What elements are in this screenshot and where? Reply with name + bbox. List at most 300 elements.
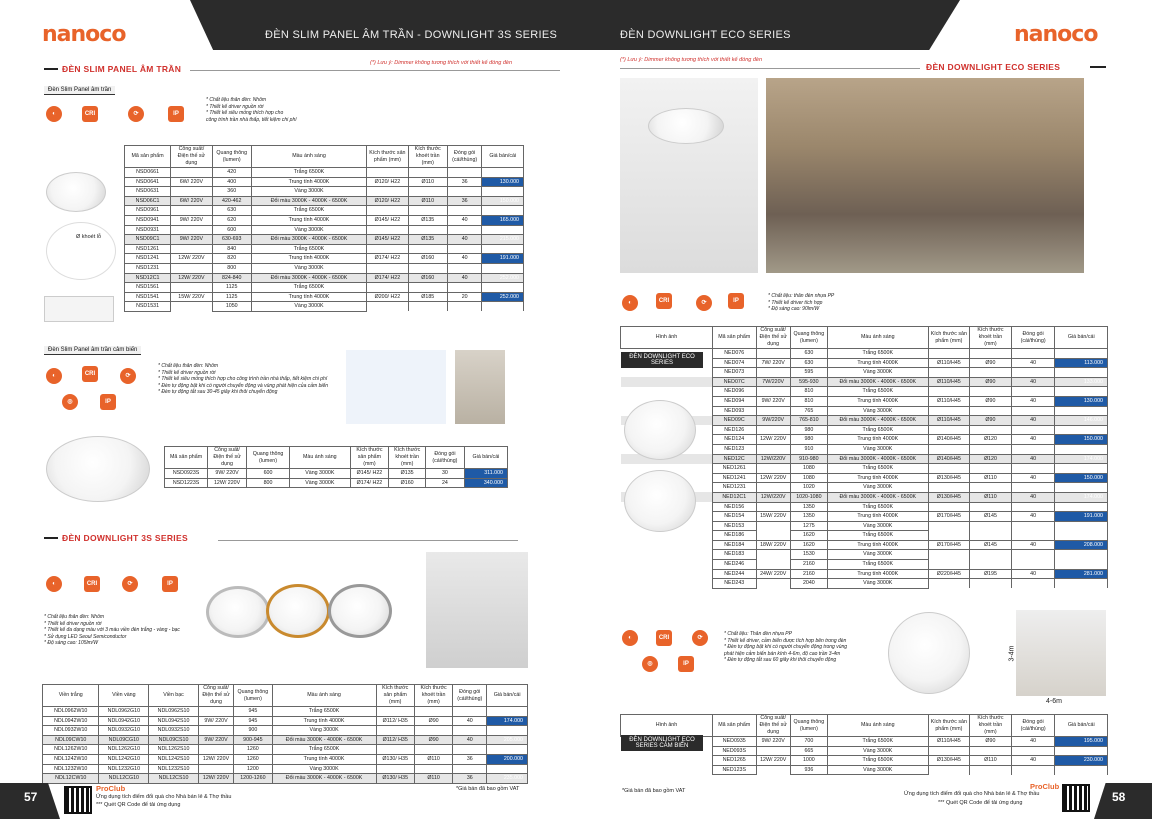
table-cell: NDL1262W10 [43, 745, 99, 755]
cri-icon: CRI [82, 366, 98, 382]
feature-line: * Chất liệu thân đèn: Nhôm [158, 363, 219, 369]
table-cell: 340.000 [464, 478, 507, 488]
table-cell [970, 464, 1012, 474]
table-cell [1055, 502, 1108, 512]
table-cell: NSD12C1 [125, 273, 171, 283]
table-cell: 1350 [790, 512, 827, 522]
table-cell: Ø220/H45 [928, 569, 970, 579]
table-row [621, 540, 1108, 550]
subsection-slim-panel: Đèn Slim Panel âm trần [44, 86, 115, 95]
feature-line: * Đèn tự động tắt sau 60 giây khi thôi chuyển động [724, 657, 837, 663]
table-row [125, 273, 524, 283]
table-cell: Ø90 [414, 716, 452, 726]
table-cell [928, 531, 970, 541]
table-row [621, 473, 1108, 483]
table-cell [756, 349, 790, 359]
section-marker [1090, 66, 1106, 68]
table-cell: Vàng 3000K [827, 406, 928, 416]
cri-icon: CRI [82, 106, 98, 122]
features-sensor [158, 363, 328, 396]
table-cell: NED186 [712, 531, 756, 541]
table-cell: Vàng 3000K [827, 765, 928, 775]
feature-line: * Sử dụng LED Seoul Semiconductor [44, 633, 127, 640]
feature-line: * Độ sáng cao: 90lm/W [768, 306, 820, 312]
table-cell [756, 502, 790, 512]
table-cell [970, 746, 1012, 756]
table-row [621, 765, 1108, 775]
table-cell: 40 [1011, 416, 1055, 426]
table-cell [928, 349, 970, 359]
table-cell [367, 225, 409, 235]
column-header: Kích thước sản phẩm (mm) [928, 327, 970, 349]
table-cell [408, 206, 447, 216]
table-cell: Trắng 6500K [827, 349, 928, 359]
table-cell [1055, 406, 1108, 416]
table-cell: 195.000 [1055, 737, 1108, 747]
table-cell: Ø130/ H35 [376, 754, 414, 764]
table-cell [970, 502, 1012, 512]
table-cell: Vàng 3000K [827, 550, 928, 560]
qr-code-right[interactable] [1062, 784, 1090, 812]
table-cell: Ø90 [970, 416, 1012, 426]
column-header: Kích thước sản phẩm (mm) [928, 715, 970, 737]
table-cell: NSD0941 [125, 215, 171, 225]
table-cell: 30 [426, 469, 465, 479]
table-cell: Trung tính 4000K [251, 254, 366, 264]
table-cell: Trắng 6500K [251, 244, 366, 254]
table-cell: Ø145/ H22 [350, 469, 389, 479]
table-cell: Đổi màu 3000K - 4000K - 6500K [251, 196, 366, 206]
downlight-silver-rim [328, 584, 392, 638]
table-cell: NSD0641 [125, 177, 171, 187]
table-cell: NED243 [712, 579, 756, 589]
table-cell [198, 745, 233, 755]
table-cell: 420 [212, 168, 251, 178]
table-cell: 40 [1011, 377, 1055, 387]
table-cell: NDL1262G10 [99, 745, 149, 755]
table-cell: 12W/ 220V [171, 273, 213, 283]
table-cell: NDL0932G10 [99, 726, 149, 736]
table-cell: Vàng 3000K [251, 302, 366, 312]
eco-series-label: ĐÈN DOWNLIGHT ECO SERIES [621, 352, 703, 368]
table-cell [1055, 464, 1108, 474]
table-cell [928, 550, 970, 560]
table-cell: Ø130/ H35 [376, 774, 414, 784]
table-cell: 235.000 [487, 774, 528, 784]
table-cell [970, 387, 1012, 397]
table-cell: Trắng 6500K [827, 756, 928, 766]
table-cell [1011, 425, 1055, 435]
table-cell: 40 [453, 716, 487, 726]
table-cell: NDL1242W10 [43, 754, 99, 764]
nanoco-logo-right: nanoco [1014, 22, 1098, 47]
table-cell [482, 168, 524, 178]
table-row [125, 196, 524, 206]
table-cell: Trung tính 4000K [827, 358, 928, 368]
table-cell: Trung tính 4000K [827, 396, 928, 406]
table-cell [756, 425, 790, 435]
table-cell [408, 302, 447, 312]
table-cell: NSD1223S [165, 478, 208, 488]
lifetime-icon: ⟳ [692, 630, 708, 646]
table-cell [1011, 746, 1055, 756]
table-cell [928, 425, 970, 435]
table-cell [970, 444, 1012, 454]
feature-line: * Thiết kế driver, cảm biến được tích hợp bên trong đèn [724, 637, 847, 644]
column-header: Giá bán/cái [1055, 327, 1108, 349]
table-row [43, 735, 528, 745]
column-header: Kích thước sản phẩm (mm) [367, 146, 409, 168]
sensor-icon: ◎ [62, 394, 78, 410]
table-cell: 40 [1011, 473, 1055, 483]
table-cell: NED156 [712, 502, 756, 512]
table-cell: 630 [790, 358, 827, 368]
table-row [621, 406, 1108, 416]
sensor-range-diagram [346, 350, 446, 424]
table-cell: Đổi màu 3000K - 4000K - 6500K [827, 416, 928, 426]
table-cell: NED123S [712, 765, 756, 775]
table-cell: NDL12CS10 [149, 774, 199, 784]
table-cell: 6W/ 220V [171, 177, 213, 187]
table-cell [414, 764, 452, 774]
table-cell [756, 521, 790, 531]
table-cell: NED093S [712, 746, 756, 756]
table-cell: NSD09C1 [125, 235, 171, 245]
table-cell [970, 368, 1012, 378]
table-cell: 40 [1011, 396, 1055, 406]
section-rule [190, 70, 560, 71]
table-cell: Ø174/ H22 [350, 478, 389, 488]
table-cell: Ø145 [970, 540, 1012, 550]
table-row [621, 396, 1108, 406]
table-cell: Ø112/ H35 [376, 716, 414, 726]
table-cell: 6W/ 220V [171, 196, 213, 206]
table-cell [482, 244, 524, 254]
table-cell: 420-462 [212, 196, 251, 206]
table-cell: NED246 [712, 560, 756, 570]
feature-line: công trình trần nhà thấp, tiết kiệm chi phí [206, 116, 297, 123]
proclub-desc-left: Ứng dụng tích điểm đổi quà cho Nhà bán lẻ & Thợ thầu [96, 794, 232, 800]
table-cell [171, 244, 213, 254]
feature-line: * Thiết kế driver nguồn rời [158, 369, 216, 376]
table-cell [928, 765, 970, 775]
table-cell: NSD0923S [165, 469, 208, 479]
column-header: Kích thước khoét trần (mm) [414, 685, 452, 707]
eco-back-image [624, 470, 696, 532]
table-cell: Ø90 [970, 737, 1012, 747]
table-row [43, 774, 528, 784]
table-cell: 1080 [790, 473, 827, 483]
table-cell: Ø160 [389, 478, 426, 488]
column-header: Đóng gói (cái/thùng) [447, 146, 482, 168]
table-cell [171, 187, 213, 197]
table-cell: NDL0942S10 [149, 716, 199, 726]
table-cell: Ø110 [408, 177, 447, 187]
table-cell [970, 579, 1012, 589]
table-cell: 12W/ 220V [756, 756, 790, 766]
table-cell: Trắng 6500K [251, 206, 366, 216]
table-row [621, 464, 1108, 474]
table-cell: Ø120 [970, 454, 1012, 464]
column-header: Kích thước sản phẩm (mm) [376, 685, 414, 707]
table-cell [447, 302, 482, 312]
table-cell: 1200-1260 [234, 774, 272, 784]
table-cell [367, 187, 409, 197]
table-cell: Đổi màu 3000K - 4000K - 6500K [272, 774, 376, 784]
table-cell: 24 [426, 478, 465, 488]
table-row [621, 756, 1108, 766]
column-header: Mã sản phẩm [712, 327, 756, 349]
table-cell: Ø135 [408, 215, 447, 225]
table-row [621, 454, 1108, 464]
table-cell: Vàng 3000K [827, 521, 928, 531]
table-cell: NSD0661 [125, 168, 171, 178]
table-cell: NSD0631 [125, 187, 171, 197]
table-header [43, 685, 528, 707]
table-cell: Trắng 6500K [827, 464, 928, 474]
table-cell: 36 [453, 774, 487, 784]
table-cell: 36 [453, 754, 487, 764]
table-row [621, 377, 1108, 387]
table-cell [453, 726, 487, 736]
ip-icon: IP [728, 293, 744, 309]
ip-icon: IP [162, 576, 178, 592]
table-cell: Đổi màu 3000K - 4000K - 6500K [251, 273, 366, 283]
column-header: Giá bán/cái [487, 685, 528, 707]
table-cell [1011, 483, 1055, 493]
table-cell: 281.000 [1055, 569, 1108, 579]
table-cell: Ø120 [970, 435, 1012, 445]
table-cell: Đổi màu 3000K - 4000K - 6500K [827, 492, 928, 502]
table-cell [367, 244, 409, 254]
table-cell [408, 263, 447, 273]
column-header: Công suất/ Điện thế sử dụng [208, 447, 247, 469]
ip-icon: IP [100, 394, 116, 410]
table-cell [1011, 765, 1055, 775]
ip-icon: IP [168, 106, 184, 122]
table-cell: NDL12CW10 [43, 774, 99, 784]
table-cell [1055, 349, 1108, 359]
table-cell: 630-693 [212, 235, 251, 245]
table-cell [970, 425, 1012, 435]
table-cell: 12W/ 220V [198, 774, 233, 784]
column-header: Màu ánh sáng [251, 146, 366, 168]
angle-icon: ◐ [46, 576, 62, 592]
table-row [125, 263, 524, 273]
table-cell: NDL0962W10 [43, 707, 99, 717]
table-cell [408, 187, 447, 197]
feature-line: * Chất liệu: thân đèn nhựa PP [768, 293, 835, 299]
table-cell: 900-945 [234, 735, 272, 745]
section-title-slim-panel: ĐÈN SLIM PANEL ÂM TRẦN [62, 64, 182, 74]
table-cell [970, 406, 1012, 416]
table-cell: NED1261 [712, 464, 756, 474]
table-cell: NED1231 [712, 483, 756, 493]
table-cell: NED153 [712, 521, 756, 531]
table-cell: NSD0961 [125, 206, 171, 216]
table-cell: Trung tính 4000K [827, 512, 928, 522]
column-header: Công suất/ Điện thế sử dụng [198, 685, 233, 707]
header-banner [190, 0, 960, 50]
table-cell: 910-980 [790, 454, 827, 464]
sensor-icon: ◎ [642, 656, 658, 672]
table-cell [970, 349, 1012, 359]
table-cell: 600 [212, 225, 251, 235]
column-header: Quang thông (lumen) [790, 327, 827, 349]
table-cell: 215.000 [482, 235, 524, 245]
table-cell: 9W/ 220V [198, 735, 233, 745]
table-cell [171, 302, 213, 312]
feature-line: * Độ sáng cao: 105lm/W [44, 640, 98, 646]
table-cell [487, 726, 528, 736]
table-cell: 40 [1011, 358, 1055, 368]
dimmer-note-left: (*) Lưu ý: Dimmer không tương thích với thiết kế đóng đèn [370, 60, 513, 66]
table-cell: 980 [790, 435, 827, 445]
table-row [621, 368, 1108, 378]
table-cell: NED073 [712, 368, 756, 378]
table-cell: 665 [790, 746, 827, 756]
table-cell [1011, 550, 1055, 560]
column-header: Kích thước khoét trần (mm) [970, 327, 1012, 349]
table-cell: NDL0932W10 [43, 726, 99, 736]
table-cell: NED09C [712, 416, 756, 426]
table-row [621, 569, 1108, 579]
table-row [43, 716, 528, 726]
table-cell: NDL09CW10 [43, 735, 99, 745]
table-cell: Đổi màu 3000K - 4000K - 6500K [827, 377, 928, 387]
column-header: Màu ánh sáng [290, 447, 350, 469]
table-row [125, 225, 524, 235]
angle-icon: ◐ [622, 630, 638, 646]
column-header: Công suất/ Điện thế sử dụng [756, 715, 790, 737]
table-cell: 12W/220V [756, 492, 790, 502]
page-number-left: 57 [24, 790, 38, 804]
table-cell: 40 [1011, 756, 1055, 766]
qr-code-left[interactable] [64, 786, 92, 814]
table-cell: NED154 [712, 512, 756, 522]
table-cell [1011, 502, 1055, 512]
table-cell [1055, 425, 1108, 435]
table-cell: 1350 [790, 502, 827, 512]
table-cell [482, 225, 524, 235]
table-cell [928, 560, 970, 570]
hole-label: Ø khoét lỗ [76, 234, 102, 240]
table-cell [447, 206, 482, 216]
table-cell: 1050 [212, 302, 251, 312]
table-cell: Trung tính 4000K [251, 215, 366, 225]
column-header: Hình ảnh [621, 715, 713, 737]
table-cell: 910 [790, 444, 827, 454]
table-cell: 200.000 [487, 754, 528, 764]
table-cell: Đổi màu 3000K - 4000K - 6500K [251, 235, 366, 245]
table-cell: Trung tính 4000K [827, 473, 928, 483]
table-cell: 810 [790, 396, 827, 406]
table-cell [1011, 368, 1055, 378]
table-row [43, 754, 528, 764]
lifetime-icon: ⟳ [128, 106, 144, 122]
qr-desc-left: *** Quét QR Code để tải ứng dụng [96, 802, 181, 808]
column-header: Đóng gói (cái/thùng) [1011, 715, 1055, 737]
table-cell [171, 206, 213, 216]
table-cell [756, 746, 790, 756]
table-cell [171, 283, 213, 293]
table-cell: Ø200/ H22 [367, 292, 409, 302]
table-cell: NDL0942W10 [43, 716, 99, 726]
table-cell: 20 [447, 292, 482, 302]
cri-icon: CRI [84, 576, 100, 592]
table-cell: NED183 [712, 550, 756, 560]
table-cell: 9W/ 220V [756, 396, 790, 406]
features-eco-sensor [724, 631, 847, 664]
table-cell [1011, 349, 1055, 359]
table-cell: Vàng 3000K [272, 726, 376, 736]
table-cell [414, 707, 452, 717]
table-cell: 400 [212, 177, 251, 187]
table-cell: 40 [1011, 737, 1055, 747]
table-cell [928, 406, 970, 416]
table-cell: Trung tính 4000K [251, 292, 366, 302]
table-row [621, 560, 1108, 570]
table-cell: 40 [1011, 569, 1055, 579]
eco-sensor-image [888, 612, 970, 694]
table-cell: Ø90 [414, 735, 452, 745]
table-cell: NED094 [712, 396, 756, 406]
table-cell: 205.000 [487, 735, 528, 745]
table-cell: Trắng 6500K [827, 425, 928, 435]
table-cell: 595 [790, 368, 827, 378]
column-header: Màu ánh sáng [827, 327, 928, 349]
table-cell [447, 263, 482, 273]
table-cell [1011, 560, 1055, 570]
qr-desc-right: *** Quét QR Code để tải ứng dụng [938, 800, 1023, 806]
table-cell: 595-930 [790, 377, 827, 387]
table-cell: 1125 [212, 283, 251, 293]
table-cell: NSD06C1 [125, 196, 171, 206]
table-cell: Trắng 6500K [827, 560, 928, 570]
table-cell [447, 225, 482, 235]
table-cell: NSD1541 [125, 292, 171, 302]
dimmer-note-right: (*) Lưu ý: Dimmer không tương thích với thiết kế đóng đèn [620, 57, 763, 63]
table-row [621, 444, 1108, 454]
table-cell: 40 [1011, 454, 1055, 464]
table-cell [970, 560, 1012, 570]
table-cell: Ø140/H45 [928, 435, 970, 445]
table-cell: Trắng 6500K [272, 707, 376, 717]
column-header: Đóng gói (cái/thùng) [426, 447, 465, 469]
table-cell [487, 764, 528, 774]
table-header [621, 715, 1108, 737]
table-cell: 980 [790, 425, 827, 435]
table-cell: 820 [212, 254, 251, 264]
column-header: Công suất/ Điện thế sử dụng [171, 146, 213, 168]
table-cell: 620 [212, 215, 251, 225]
table-cell: 130.000 [482, 177, 524, 187]
feature-line: * Thiết kế driver tích hợp [768, 299, 823, 306]
table-cell: Vàng 3000K [290, 469, 350, 479]
table-cell [1011, 579, 1055, 589]
table-row [621, 521, 1108, 531]
table-cell: 2040 [790, 579, 827, 589]
table-cell [171, 225, 213, 235]
table-cell [453, 745, 487, 755]
table-cell [367, 206, 409, 216]
table-cell: 1275 [790, 521, 827, 531]
column-header: Kích thước khoét trần (mm) [970, 715, 1012, 737]
table-cell: Trắng 6500K [251, 168, 366, 178]
table-cell: Trắng 6500K [827, 387, 928, 397]
living-room-photo [766, 78, 1084, 273]
table-cell: NSD0931 [125, 225, 171, 235]
